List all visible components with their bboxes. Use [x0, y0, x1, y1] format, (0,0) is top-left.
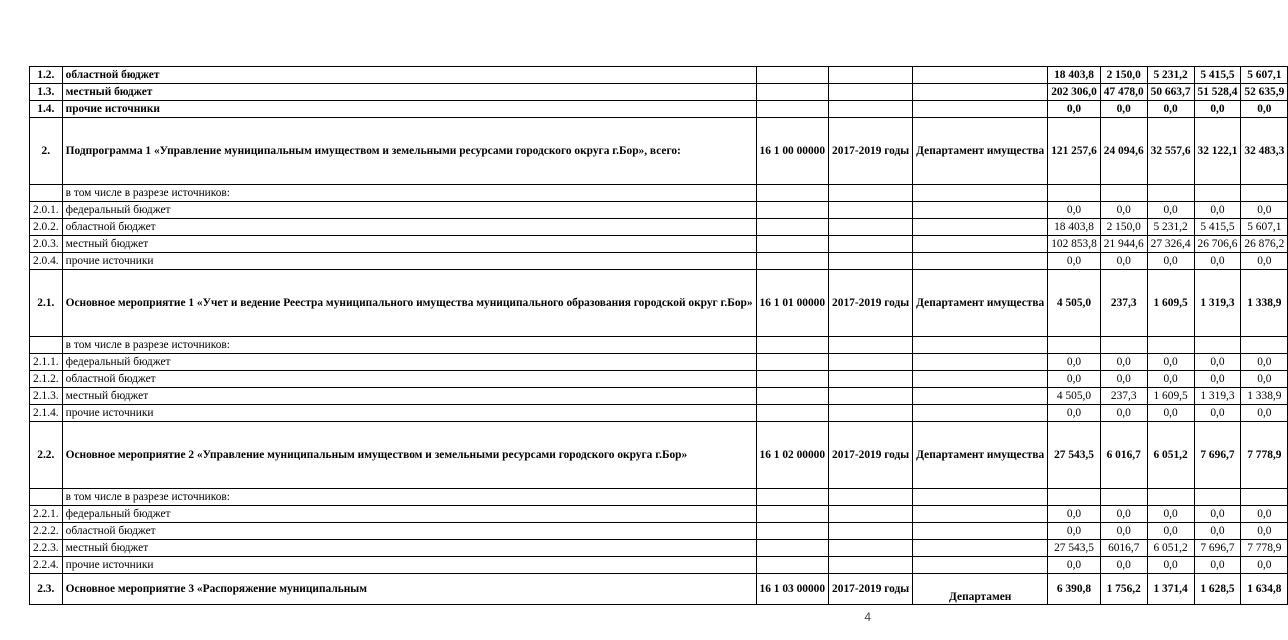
cell-budget-code: [756, 84, 829, 101]
cell-value-col-3: 5 415,5: [1194, 219, 1241, 236]
cell-value-col-4: 5 607,1: [1241, 219, 1288, 236]
cell-value-col-3: 0,0: [1194, 506, 1241, 523]
cell-value-col-3: 0,0: [1194, 371, 1241, 388]
cell-row-number: 1.4.: [30, 101, 63, 118]
cell-value-col-4: 1 338,9: [1241, 388, 1288, 405]
cell-value-col-1: [1100, 185, 1147, 202]
cell-row-title: федеральный бюджет: [62, 506, 756, 523]
cell-value-col-2: 5 231,2: [1147, 67, 1194, 84]
cell-total-value: 0,0: [1048, 557, 1101, 574]
cell-period: [829, 405, 913, 422]
table-row: [30, 185, 1288, 202]
cell-total-value: 0,0: [1048, 202, 1101, 219]
cell-value-col-4: [1241, 185, 1288, 202]
cell-row-number: 2.2.2.: [30, 523, 63, 540]
cell-value-col-3: 7 696,7: [1194, 422, 1241, 489]
cell-value-col-3: 0,0: [1194, 523, 1241, 540]
cell-row-title: Основное мероприятие 2 «Управление муниципальным имуществом и земельными ресурсами городского округа г.Бор»: [62, 422, 756, 489]
cell-row-number: 2.0.4.: [30, 253, 63, 270]
cell-executor: [913, 388, 1048, 405]
cell-budget-code: [756, 253, 829, 270]
cell-value-col-2: 1 609,5: [1147, 270, 1194, 337]
cell-value-col-1: 0,0: [1100, 506, 1147, 523]
table-row: [30, 219, 1288, 236]
cell-total-value: 0,0: [1048, 371, 1101, 388]
cell-total-value: [1048, 337, 1101, 354]
table-row: [30, 236, 1288, 253]
cell-value-col-3: 32 122,1: [1194, 118, 1241, 185]
cell-value-col-2: 27 326,4: [1147, 236, 1194, 253]
cell-executor: Департамент имущества: [913, 270, 1048, 337]
cell-value-col-3: 1 319,3: [1194, 270, 1241, 337]
cell-value-col-2: 1 371,4: [1147, 574, 1194, 605]
cell-row-number: 2.2.1.: [30, 506, 63, 523]
cell-value-col-1: 0,0: [1100, 523, 1147, 540]
cell-executor: Департамент имущества: [913, 118, 1048, 185]
cell-row-number: 2.2.4.: [30, 557, 63, 574]
table-row: [30, 337, 1288, 354]
cell-value-col-2: 5 231,2: [1147, 219, 1194, 236]
cell-executor: [913, 236, 1048, 253]
cell-value-col-1: [1100, 489, 1147, 506]
cell-value-col-1: 2 150,0: [1100, 219, 1147, 236]
cell-period: 2017-2019 годы: [829, 118, 913, 185]
cell-value-col-1: 0,0: [1100, 405, 1147, 422]
cell-row-title: в том числе в разрезе источников:: [62, 489, 756, 506]
cell-row-title: местный бюджет: [62, 540, 756, 557]
table-row: [30, 84, 1288, 101]
cell-period: [829, 540, 913, 557]
cell-period: [829, 101, 913, 118]
cell-period: [829, 84, 913, 101]
cell-value-col-4: 32 483,3: [1241, 118, 1288, 185]
cell-value-col-4: 0,0: [1241, 557, 1288, 574]
cell-total-value: 0,0: [1048, 101, 1101, 118]
cell-executor: [913, 84, 1048, 101]
cell-executor: [913, 506, 1048, 523]
cell-value-col-2: 0,0: [1147, 405, 1194, 422]
table-row: [30, 574, 1288, 605]
cell-value-col-1: [1100, 337, 1147, 354]
cell-budget-code: 16 1 03 00000: [756, 574, 829, 605]
cell-value-col-3: 26 706,6: [1194, 236, 1241, 253]
cell-value-col-1: 24 094,6: [1100, 118, 1147, 185]
cell-value-col-3: 0,0: [1194, 354, 1241, 371]
cell-value-col-3: [1194, 337, 1241, 354]
cell-budget-code: [756, 67, 829, 84]
cell-period: [829, 523, 913, 540]
cell-row-number: 2.1.2.: [30, 371, 63, 388]
cell-period: [829, 557, 913, 574]
cell-value-col-2: 0,0: [1147, 101, 1194, 118]
cell-executor: [913, 523, 1048, 540]
cell-value-col-3: 1 628,5: [1194, 574, 1241, 605]
table-row: [30, 371, 1288, 388]
cell-total-value: [1048, 489, 1101, 506]
cell-value-col-1: 0,0: [1100, 354, 1147, 371]
cell-value-col-4: 0,0: [1241, 371, 1288, 388]
cell-total-value: 0,0: [1048, 253, 1101, 270]
cell-row-number: 2.1.3.: [30, 388, 63, 405]
cell-total-value: 4 505,0: [1048, 388, 1101, 405]
cell-row-title: местный бюджет: [62, 84, 756, 101]
cell-value-col-2: 0,0: [1147, 371, 1194, 388]
cell-period: [829, 236, 913, 253]
cell-total-value: 0,0: [1048, 354, 1101, 371]
table-row: [30, 405, 1288, 422]
cell-budget-code: [756, 219, 829, 236]
cell-value-col-4: 0,0: [1241, 253, 1288, 270]
cell-value-col-4: [1241, 337, 1288, 354]
cell-period: [829, 354, 913, 371]
cell-row-number: 1.3.: [30, 84, 63, 101]
cell-period: 2017-2019 годы: [829, 574, 913, 605]
cell-total-value: 102 853,8: [1048, 236, 1101, 253]
cell-value-col-4: 26 876,2: [1241, 236, 1288, 253]
cell-executor: [913, 202, 1048, 219]
cell-value-col-2: 6 051,2: [1147, 540, 1194, 557]
cell-value-col-4: 0,0: [1241, 523, 1288, 540]
cell-value-col-3: 51 528,4: [1194, 84, 1241, 101]
cell-value-col-1: 0,0: [1100, 253, 1147, 270]
cell-value-col-4: 0,0: [1241, 506, 1288, 523]
cell-row-number: [30, 489, 63, 506]
cell-row-number: 2.0.1.: [30, 202, 63, 219]
cell-row-title: прочие источники: [62, 557, 756, 574]
cell-row-title: областной бюджет: [62, 67, 756, 84]
cell-executor: [913, 219, 1048, 236]
cell-value-col-2: 0,0: [1147, 523, 1194, 540]
table-row: [30, 557, 1288, 574]
cell-row-number: 2.2.3.: [30, 540, 63, 557]
cell-period: [829, 67, 913, 84]
cell-value-col-4: 0,0: [1241, 101, 1288, 118]
table-row: [30, 388, 1288, 405]
cell-total-value: 27 543,5: [1048, 540, 1101, 557]
cell-executor: [913, 101, 1048, 118]
cell-row-title: в том числе в разрезе источников:: [62, 185, 756, 202]
cell-value-col-1: 6 016,7: [1100, 422, 1147, 489]
cell-value-col-2: [1147, 337, 1194, 354]
table-row: [30, 540, 1288, 557]
cell-period: [829, 337, 913, 354]
cell-value-col-4: 1 634,8: [1241, 574, 1288, 605]
cell-total-value: 121 257,6: [1048, 118, 1101, 185]
cell-value-col-1: 1 756,2: [1100, 574, 1147, 605]
cell-value-col-2: 0,0: [1147, 557, 1194, 574]
cell-value-col-1: 0,0: [1100, 101, 1147, 118]
cell-executor: [913, 337, 1048, 354]
cell-value-col-2: 0,0: [1147, 202, 1194, 219]
budget-table: [29, 66, 1288, 605]
cell-executor: [913, 67, 1048, 84]
table-row: [30, 422, 1288, 489]
cell-total-value: [1048, 185, 1101, 202]
cell-value-col-3: 5 415,5: [1194, 67, 1241, 84]
cell-value-col-2: 0,0: [1147, 253, 1194, 270]
cell-value-col-1: 6016,7: [1100, 540, 1147, 557]
cell-period: [829, 219, 913, 236]
cell-budget-code: 16 1 02 00000: [756, 422, 829, 489]
cell-period: [829, 253, 913, 270]
cell-period: [829, 489, 913, 506]
cell-value-col-1: 0,0: [1100, 557, 1147, 574]
cell-executor: [913, 253, 1048, 270]
cell-executor: [913, 557, 1048, 574]
cell-period: [829, 185, 913, 202]
cell-row-number: 2.1.1.: [30, 354, 63, 371]
cell-total-value: 18 403,8: [1048, 219, 1101, 236]
cell-value-col-1: 21 944,6: [1100, 236, 1147, 253]
cell-value-col-2: 0,0: [1147, 506, 1194, 523]
table-row: [30, 101, 1288, 118]
cell-value-col-2: 6 051,2: [1147, 422, 1194, 489]
cell-budget-code: 16 1 00 00000: [756, 118, 829, 185]
cell-row-number: 2.: [30, 118, 63, 185]
cell-row-title: Подпрограмма 1 «Управление муниципальным имуществом и земельными ресурсами городского округа г.Бор», всего:: [62, 118, 756, 185]
cell-total-value: 0,0: [1048, 405, 1101, 422]
cell-value-col-1: 2 150,0: [1100, 67, 1147, 84]
cell-row-number: [30, 337, 63, 354]
cell-budget-code: [756, 540, 829, 557]
budget-table-body: [30, 67, 1288, 605]
table-row: [30, 523, 1288, 540]
cell-budget-code: [756, 354, 829, 371]
cell-budget-code: [756, 523, 829, 540]
cell-row-number: 2.2.: [30, 422, 63, 489]
cell-row-number: 2.0.2.: [30, 219, 63, 236]
cell-period: [829, 371, 913, 388]
cell-executor: [913, 354, 1048, 371]
cell-value-col-1: 237,3: [1100, 270, 1147, 337]
cell-value-col-4: 1 338,9: [1241, 270, 1288, 337]
cell-value-col-1: 0,0: [1100, 202, 1147, 219]
cell-budget-code: [756, 101, 829, 118]
cell-value-col-4: 7 778,9: [1241, 422, 1288, 489]
cell-row-title: федеральный бюджет: [62, 202, 756, 219]
cell-total-value: 0,0: [1048, 506, 1101, 523]
cell-budget-code: [756, 506, 829, 523]
cell-value-col-1: 0,0: [1100, 371, 1147, 388]
cell-value-col-2: [1147, 185, 1194, 202]
cell-row-title: областной бюджет: [62, 523, 756, 540]
cell-total-value: 202 306,0: [1048, 84, 1101, 101]
cell-row-title: в том числе в разрезе источников:: [62, 337, 756, 354]
cell-row-number: 2.0.3.: [30, 236, 63, 253]
cell-executor: [913, 540, 1048, 557]
cell-total-value: 0,0: [1048, 523, 1101, 540]
cell-period: [829, 202, 913, 219]
cell-row-title: прочие источники: [62, 101, 756, 118]
cell-value-col-4: 7 778,9: [1241, 540, 1288, 557]
cell-period: 2017-2019 годы: [829, 422, 913, 489]
cell-executor: Департамен: [913, 574, 1048, 605]
table-row: [30, 253, 1288, 270]
cell-row-title: местный бюджет: [62, 388, 756, 405]
cell-value-col-3: 0,0: [1194, 101, 1241, 118]
cell-total-value: 4 505,0: [1048, 270, 1101, 337]
cell-value-col-3: [1194, 489, 1241, 506]
cell-budget-code: [756, 405, 829, 422]
cell-row-title: федеральный бюджет: [62, 354, 756, 371]
cell-budget-code: [756, 337, 829, 354]
cell-row-title: прочие источники: [62, 405, 756, 422]
cell-budget-code: [756, 185, 829, 202]
cell-budget-code: [756, 236, 829, 253]
table-row: [30, 354, 1288, 371]
table-row: [30, 489, 1288, 506]
cell-value-col-3: 0,0: [1194, 557, 1241, 574]
cell-value-col-1: 237,3: [1100, 388, 1147, 405]
cell-row-number: 2.1.4.: [30, 405, 63, 422]
cell-value-col-2: [1147, 489, 1194, 506]
table-row: [30, 118, 1288, 185]
cell-row-title: областной бюджет: [62, 371, 756, 388]
cell-value-col-3: [1194, 185, 1241, 202]
cell-total-value: 18 403,8: [1048, 67, 1101, 84]
cell-executor: [913, 371, 1048, 388]
cell-value-col-4: 52 635,9: [1241, 84, 1288, 101]
cell-period: [829, 388, 913, 405]
cell-executor: [913, 185, 1048, 202]
cell-value-col-2: 0,0: [1147, 354, 1194, 371]
cell-budget-code: [756, 557, 829, 574]
table-row: [30, 202, 1288, 219]
table-row: [30, 506, 1288, 523]
cell-budget-code: [756, 371, 829, 388]
cell-row-title: местный бюджет: [62, 236, 756, 253]
cell-value-col-3: 1 319,3: [1194, 388, 1241, 405]
cell-total-value: 27 543,5: [1048, 422, 1101, 489]
cell-budget-code: [756, 489, 829, 506]
cell-row-title: областной бюджет: [62, 219, 756, 236]
cell-budget-code: 16 1 01 00000: [756, 270, 829, 337]
cell-executor: Департамент имущества: [913, 422, 1048, 489]
cell-budget-code: [756, 202, 829, 219]
cell-period: [829, 506, 913, 523]
cell-row-number: [30, 185, 63, 202]
cell-budget-code: [756, 388, 829, 405]
cell-period: 2017-2019 годы: [829, 270, 913, 337]
cell-value-col-4: 0,0: [1241, 354, 1288, 371]
cell-row-number: 2.1.: [30, 270, 63, 337]
cell-value-col-2: 32 557,6: [1147, 118, 1194, 185]
cell-value-col-2: 50 663,7: [1147, 84, 1194, 101]
cell-total-value: 6 390,8: [1048, 574, 1101, 605]
cell-value-col-3: 0,0: [1194, 253, 1241, 270]
cell-row-title: прочие источники: [62, 253, 756, 270]
cell-executor: [913, 489, 1048, 506]
cell-value-col-1: 47 478,0: [1100, 84, 1147, 101]
cell-value-col-2: 1 609,5: [1147, 388, 1194, 405]
cell-value-col-3: 0,0: [1194, 405, 1241, 422]
table-row: [30, 67, 1288, 84]
cell-row-title: Основное мероприятие 1 «Учет и ведение Реестра муниципального имущества муниципального образования городской округ г.Бор»: [62, 270, 756, 337]
cell-value-col-3: 7 696,7: [1194, 540, 1241, 557]
cell-value-col-4: 0,0: [1241, 405, 1288, 422]
cell-executor: [913, 405, 1048, 422]
cell-value-col-4: [1241, 489, 1288, 506]
cell-value-col-4: 5 607,1: [1241, 67, 1288, 84]
cell-row-title: Основное мероприятие 3 «Распоряжение муниципальным: [62, 574, 756, 605]
page-number: 4: [864, 610, 871, 624]
cell-row-number: 2.3.: [30, 574, 63, 605]
cell-value-col-3: 0,0: [1194, 202, 1241, 219]
cell-row-number: 1.2.: [30, 67, 63, 84]
cell-value-col-4: 0,0: [1241, 202, 1288, 219]
table-row: [30, 270, 1288, 337]
